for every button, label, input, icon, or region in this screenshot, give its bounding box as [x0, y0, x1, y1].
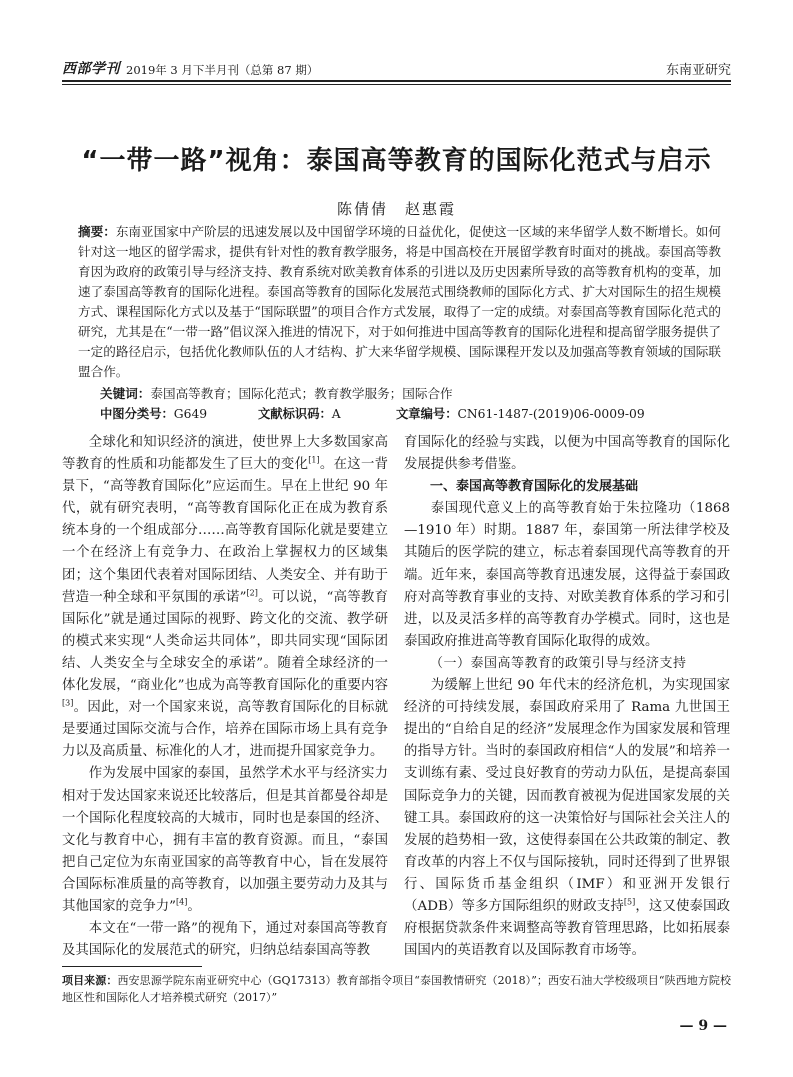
paragraph: 为缓解上世纪 90 年代末的经济危机，为实现国家经济的可持续发展，泰国政府采用了 Rama 九世国王提出的“自给自足的经济”发展理念作为国家发展和管理的指导方针。当时的泰国政府相信“人的发展”和培养一支训练有素、受过良好教育的劳动力队伍，是提高泰国国际竞争力的关键，因而教育被视为促进国家发展的关键工具。泰国政府的这一决策恰好与国际社会关注人的发展的趋势相一致，这使得泰国在公共政策的制定、教育改革的内容上不仅与国际接轨，同时还得到了世界银行、国际货币基金组织（IMF）和亚洲开发银行（ADB）等多方国际组织的财政支持[5]，这又使泰国政府根据贷款条件来调整高等教育管理思路，比如拓展泰国国内的英语教育以及国际教育市场等。: [404, 678, 731, 959]
header-rule-thin: [62, 84, 731, 85]
doc-code-value: A: [331, 407, 341, 421]
body-column-right: [404, 432, 730, 962]
citation: [5]: [623, 897, 636, 907]
paragraph: 作为发展中国家的泰国，虽然学术水平与经济实力相对于发达国家来说还比较落后，但是其首都曼谷却是一个国际化程度较高的大城市，同时也是泰国的经济、文化与教育中心，拥有丰富的教育资源。而且，“泰国把自己定位为东南亚国家的高等教育中心，旨在发展符合国际标准质量的高等教育，以加强主要劳动力及其与其他国家的竞争力”[4]。: [62, 766, 388, 914]
article-number-label: 文章编号：: [396, 407, 458, 421]
article-title: “一带一路”视角：泰国高等教育的国际化范式与启示: [81, 146, 712, 176]
page-number: — 9 —: [679, 1018, 727, 1034]
footnote-label: 项目来源：: [62, 974, 118, 987]
classification-line: [100, 404, 721, 424]
footnote-rule: [62, 966, 202, 967]
footnote: [62, 972, 731, 1006]
article-authors: 陈倩倩 赵惠霞: [336, 200, 456, 218]
doc-code-label: 文献标识码：: [258, 407, 332, 421]
header-left: [62, 58, 318, 78]
citation: [2]: [246, 588, 258, 598]
paragraph: 泰国现代意义上的高等教育始于朱拉隆功（1868—1910 年）时期。1887 年，泰国第一所法律学校及其随后的医学院的建立，标志着泰国现代高等教育的开端。近年来，泰国高等教育迅速发展，这得益于泰国政府对高等教育事业的支持、对欧美教育体系的学习和引进，以及灵活多样的高等教育办学模式。同时，这也是泰国政府推进高等教育国际化取得的成效。: [404, 501, 730, 649]
citation: [4]: [175, 897, 188, 907]
body-column-left: [62, 432, 388, 962]
article-number-value: CN61-1487-(2019)06-0009-09: [457, 407, 645, 421]
paragraph: 全球化和知识经济的演进，使世界上大多数国家高等教育的性质和功能都发生了巨大的变化[1]。在这一背景下，“高等教育国际化”应运而生。早在上世纪 90 年代，就有研究表明，“高等教育国际化正在成为教育系统本身的一个组成部分……高等教育国际化就是要建立一个在经济上有竞争力、在政治上掌握权力的区域集团；这个集团代表着对国际团结、人类安全、并有助于营造一种全球和平氛围的承诺”[2]。可以说，“高等教育国际化”就是通过国际的视野、跨文化的交流、教学研的模式来实现“人类命运共同体”，即共同实现“国际团结、人类安全与全球安全的承诺”。随着全球经济的一体化发展，“商业化”也成为高等教育国际化的重要内容[3]。因此，对一个国家来说，高等教育国际化的目标就是要通过国际交流与合作，培养在国际市场上具有竞争力以及高质量、标准化的人才，进而提升国家竞争力。: [62, 435, 389, 760]
paragraph: 育国际化的经验与实践，以便为中国高等教育的国际化发展提供参考借鉴。: [404, 435, 730, 473]
abstract-text: 东南亚国家中产阶层的迅速发展以及中国留学环境的日益优化，促使这一区域的来华留学人数不断增长。如何针对这一地区的留学需求，提供有针对性的教育教学服务，将是中国高校在开展留学教育时面对的挑战。泰国高等教育因为政府的政策引导与经济支持、教育系统对欧美教育体系的引进以及历史因素所导致的高等教育机构的变革，加速了泰国高等教育的国际化进程。泰国高等教育的国际化发展范式围绕教师的国际化方式、扩大对国际生的招生规模方式、课程国际化方式以及基于“国际联盟”的项目合作方式发展，取得了一定的成绩。对泰国高等教育国际化范式的研究，尤其是在“一带一路”倡议深入推进的情况下，对于如何推进中国高等教育的国际化进程和提高留学服务提供了一定的路径启示，包括优化教师队伍的人才结构、扩大来华留学规模、国际课程开发以及加强高等教育领域的国际联盟合作。: [78, 224, 722, 379]
keywords: [100, 384, 721, 404]
citation: [1]: [308, 455, 320, 465]
keywords-label: 关键词：: [100, 386, 151, 401]
keywords-text: 泰国高等教育；国际化范式；教育教学服务；国际合作: [150, 386, 453, 401]
section-heading: 一、泰国高等教育国际化的发展基础: [430, 479, 639, 495]
clc-value: G649: [173, 407, 208, 421]
abstract-label: 摘要：: [78, 224, 116, 239]
journal-logo: 西部学刊: [62, 61, 120, 77]
header-rule: [62, 80, 731, 82]
paragraph: 本文在“一带一路”的视角下，通过对泰国高等教育及其国际化的发展范式的研究，归纳总结泰国高等教: [62, 921, 388, 959]
running-header: [62, 56, 731, 78]
abstract: [78, 222, 721, 382]
issue-info: 2019年 3 月下半月刊（总第 87 期）: [126, 63, 319, 77]
citation: [3]: [62, 698, 74, 708]
clc-label: 中图分类号：: [100, 407, 174, 421]
footnote-text: 西安思源学院东南亚研究中心（GQ17313）教育部指令项目“泰国教情研究（2018）”；西安石油大学校级项目“陕西地方院校地区性和国际化人才培养模式研究（2017）”: [62, 974, 732, 1004]
section-name: 东南亚研究: [665, 63, 731, 78]
subsection-heading: （一）泰国高等教育的政策引导与经济支持: [430, 655, 687, 671]
